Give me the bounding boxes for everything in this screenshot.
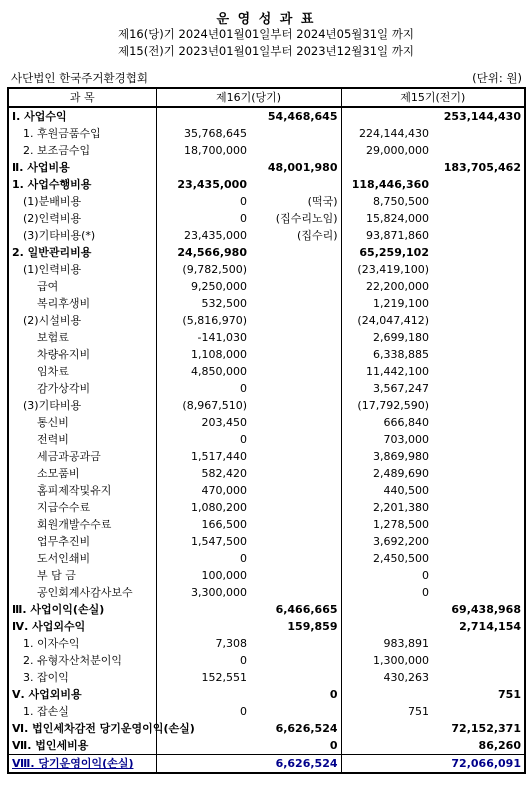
row-label: 회원개발수수료 — [8, 516, 156, 533]
prior-total-amount — [432, 193, 525, 210]
current-detail-amount: -141,030 — [197, 331, 247, 344]
prior-detail-amount: 1,300,000 — [373, 654, 429, 667]
current-total-amount: 54,468,645 — [250, 107, 341, 125]
row-label: (1)분배비용 — [8, 193, 156, 210]
prior-detail-amount: 224,144,430 — [359, 127, 429, 140]
prior-detail-amount: 0 — [422, 569, 429, 582]
prior-total-amount: 72,066,091 — [432, 755, 525, 774]
row-label: 도서인쇄비 — [8, 550, 156, 567]
table-row — [8, 227, 525, 244]
row-label: 소모품비 — [8, 465, 156, 482]
current-total-amount — [250, 567, 341, 584]
prior-total-amount — [432, 584, 525, 601]
period-current: 제16(당)기 2024년01월01일부터 2024년05월31일 까지 — [117, 27, 415, 41]
prior-detail-amount: 2,201,380 — [373, 501, 429, 514]
current-detail-amount: 1,547,500 — [191, 535, 247, 548]
statement-title: 운 영 성 과 표 — [216, 12, 316, 27]
prior-detail-amount — [341, 618, 432, 635]
current-detail-amount: (5,816,970) — [182, 314, 247, 327]
current-detail-amount: 3,300,000 — [191, 586, 247, 599]
current-detail-amount: 470,000 — [201, 484, 247, 497]
table-row — [8, 193, 525, 210]
table-row — [8, 244, 525, 261]
current-detail-amount: 532,500 — [201, 297, 247, 310]
current-detail-amount: 24,566,980 — [177, 246, 247, 259]
current-total-amount — [250, 142, 341, 159]
current-detail-amount: 23,435,000 — [177, 178, 247, 191]
current-detail-amount — [156, 618, 250, 635]
current-detail-amount: 1,108,000 — [191, 348, 247, 361]
prior-total-amount — [432, 363, 525, 380]
column-header-item: 과 목 — [8, 88, 156, 107]
current-total-amount — [250, 244, 341, 261]
current-detail-amount: 7,308 — [215, 637, 247, 650]
prior-detail-amount — [341, 720, 432, 737]
current-detail-amount: 166,500 — [201, 518, 247, 531]
current-detail-amount: 0 — [240, 705, 247, 718]
row-label: Ⅳ. 사업외수익 — [8, 618, 156, 635]
current-detail-amount — [156, 107, 250, 125]
current-total-amount — [250, 448, 341, 465]
prior-total-amount — [432, 346, 525, 363]
current-total-amount — [250, 652, 341, 669]
current-detail-amount: 1,080,200 — [191, 501, 247, 514]
table-row — [8, 312, 525, 329]
table-row — [8, 176, 525, 193]
current-total-amount: (집수리노임) — [250, 210, 341, 227]
table-row — [8, 755, 525, 774]
prior-detail-amount: 666,840 — [383, 416, 429, 429]
table-row — [8, 601, 525, 618]
prior-total-amount — [432, 261, 525, 278]
current-total-amount — [250, 363, 341, 380]
prior-detail-amount: 118,446,360 — [351, 178, 429, 191]
current-total-amount: 6,626,524 — [250, 755, 341, 774]
prior-detail-amount: 0 — [422, 586, 429, 599]
prior-detail-amount: 2,489,690 — [373, 467, 429, 480]
prior-total-amount — [432, 550, 525, 567]
row-label: 홈피제작및유지 — [8, 482, 156, 499]
prior-total-amount — [432, 244, 525, 261]
row-label: 차량유지비 — [8, 346, 156, 363]
table-row — [8, 346, 525, 363]
row-label: Ⅰ. 사업수익 — [8, 107, 156, 125]
current-total-amount — [250, 176, 341, 193]
prior-total-amount — [432, 465, 525, 482]
table-row — [8, 431, 525, 448]
row-label: 세금과공과금 — [8, 448, 156, 465]
current-total-amount — [250, 380, 341, 397]
table-row — [8, 635, 525, 652]
table-row — [8, 669, 525, 686]
row-label: Ⅲ. 사업이익(손실) — [8, 601, 156, 618]
current-total-amount — [250, 465, 341, 482]
prior-total-amount — [432, 142, 525, 159]
row-label: 1. 이자수익 — [8, 635, 156, 652]
current-total-amount — [250, 414, 341, 431]
current-total-amount — [250, 669, 341, 686]
prior-detail-amount: 11,442,100 — [366, 365, 429, 378]
table-row — [8, 261, 525, 278]
prior-total-amount — [432, 635, 525, 652]
table-row — [8, 703, 525, 720]
row-label: 업무추진비 — [8, 533, 156, 550]
table-row — [8, 686, 525, 703]
prior-detail-amount: 3,869,980 — [373, 450, 429, 463]
prior-total-amount — [432, 414, 525, 431]
current-detail-amount: 203,450 — [201, 416, 247, 429]
current-detail-amount — [156, 686, 250, 703]
prior-detail-amount: 22,200,000 — [366, 280, 429, 293]
row-label: Ⅵ. 법인세차감전 당기운영이익(손실) — [8, 720, 156, 737]
table-row — [8, 499, 525, 516]
table-body — [8, 107, 525, 773]
current-total-amount: 159,859 — [250, 618, 341, 635]
current-detail-amount: 0 — [240, 654, 247, 667]
row-label: Ⅶ. 법인세비용 — [8, 737, 156, 755]
prior-total-amount — [432, 652, 525, 669]
current-total-amount — [250, 346, 341, 363]
prior-detail-amount: 3,692,200 — [373, 535, 429, 548]
prior-detail-amount: 29,000,000 — [366, 144, 429, 157]
prior-total-amount — [432, 125, 525, 142]
row-label: 임차료 — [8, 363, 156, 380]
row-label: Ⅱ. 사업비용 — [8, 159, 156, 176]
current-total-amount — [250, 516, 341, 533]
current-detail-amount: 1,517,440 — [191, 450, 247, 463]
table-row — [8, 482, 525, 499]
prior-total-amount: 69,438,968 — [451, 603, 521, 616]
table-row — [8, 465, 525, 482]
table-header-row — [8, 88, 525, 107]
prior-detail-amount: 2,699,180 — [373, 331, 429, 344]
current-total-amount — [250, 312, 341, 329]
prior-total-amount: 183,705,462 — [443, 161, 521, 174]
current-total-amount — [250, 584, 341, 601]
prior-total-amount — [432, 397, 525, 414]
current-detail-amount: 4,850,000 — [191, 365, 247, 378]
row-label: 1. 사업수행비용 — [8, 176, 156, 193]
prior-detail-amount: (23,419,100) — [357, 263, 429, 276]
row-label: Ⅴ. 사업외비용 — [8, 686, 156, 703]
table-row — [8, 618, 525, 635]
prior-detail-amount: 8,750,500 — [373, 195, 429, 208]
row-label: 공인회계사감사보수 — [8, 584, 156, 601]
prior-detail-amount: 6,338,885 — [373, 348, 429, 361]
prior-detail-amount — [341, 686, 432, 703]
row-label: (1)인력비용 — [8, 261, 156, 278]
prior-total-amount — [432, 703, 525, 720]
row-label: 급여 — [8, 278, 156, 295]
prior-total-amount — [432, 669, 525, 686]
current-total-amount — [250, 482, 341, 499]
prior-detail-amount: (17,792,590) — [357, 399, 429, 412]
row-label: 감가상각비 — [8, 380, 156, 397]
prior-detail-amount: 440,500 — [383, 484, 429, 497]
row-label: 1. 잡손실 — [8, 703, 156, 720]
table-row — [8, 567, 525, 584]
row-label: (2)인력비용 — [8, 210, 156, 227]
table-row — [8, 516, 525, 533]
table-row — [8, 363, 525, 380]
prior-detail-amount — [341, 737, 432, 755]
table-row — [8, 448, 525, 465]
row-label: (3)기타비용(*) — [8, 227, 156, 244]
table-row — [8, 142, 525, 159]
prior-total-amount — [432, 567, 525, 584]
prior-total-amount — [432, 176, 525, 193]
current-detail-amount: (8,967,510) — [182, 399, 247, 412]
row-label: 2. 보조금수입 — [8, 142, 156, 159]
prior-total-amount — [432, 329, 525, 346]
current-detail-amount: 35,768,645 — [184, 127, 247, 140]
current-total-amount: (떡국) — [250, 193, 341, 210]
current-detail-amount — [156, 159, 250, 176]
prior-detail-amount: 430,263 — [383, 671, 429, 684]
prior-total-amount: 253,144,430 — [443, 110, 521, 123]
current-total-amount — [250, 499, 341, 516]
table-row — [8, 125, 525, 142]
table-row — [8, 107, 525, 125]
current-total-amount — [250, 635, 341, 652]
current-total-amount — [250, 550, 341, 567]
current-detail-amount — [156, 755, 250, 774]
row-label: 보험료 — [8, 329, 156, 346]
prior-total-amount — [432, 482, 525, 499]
prior-detail-amount: 1,219,100 — [373, 297, 429, 310]
current-total-amount — [250, 431, 341, 448]
prior-detail-amount: 983,891 — [383, 637, 429, 650]
current-total-amount — [250, 295, 341, 312]
current-detail-amount: 9,250,000 — [191, 280, 247, 293]
prior-detail-amount — [341, 755, 432, 774]
current-total-amount — [250, 261, 341, 278]
row-label: 3. 잡이익 — [8, 669, 156, 686]
column-header-prior: 제15기(전기) — [341, 88, 525, 107]
current-total-amount: 48,001,980 — [250, 159, 341, 176]
table-row — [8, 720, 525, 737]
current-detail-amount: 152,551 — [201, 671, 247, 684]
prior-total-amount — [432, 278, 525, 295]
operating-results-table — [7, 87, 526, 774]
current-total-amount — [250, 329, 341, 346]
table-row — [8, 278, 525, 295]
prior-detail-amount — [341, 159, 432, 176]
current-total-amount — [250, 703, 341, 720]
prior-total-amount: 751 — [498, 688, 521, 701]
prior-detail-amount: (24,047,412) — [357, 314, 429, 327]
table-row — [8, 397, 525, 414]
prior-total-amount — [432, 227, 525, 244]
prior-total-amount — [432, 295, 525, 312]
prior-detail-amount — [341, 601, 432, 618]
current-total-amount — [250, 125, 341, 142]
current-total-amount: 6,626,524 — [250, 720, 341, 737]
table-row — [8, 550, 525, 567]
table-row — [8, 737, 525, 755]
current-total-amount — [250, 533, 341, 550]
row-label: (3)기타비용 — [8, 397, 156, 414]
current-detail-amount: 0 — [240, 552, 247, 565]
prior-detail-amount: 15,824,000 — [366, 212, 429, 225]
row-label: 1. 후원금품수입 — [8, 125, 156, 142]
current-total-amount: 6,466,665 — [250, 601, 341, 618]
current-detail-amount: 100,000 — [201, 569, 247, 582]
current-detail-amount: 582,420 — [201, 467, 247, 480]
row-label: 지급수수료 — [8, 499, 156, 516]
prior-detail-amount: 2,450,500 — [373, 552, 429, 565]
current-detail-amount: 18,700,000 — [184, 144, 247, 157]
prior-detail-amount: 3,567,247 — [373, 382, 429, 395]
table-row — [8, 533, 525, 550]
prior-detail-amount: 93,871,860 — [366, 229, 429, 242]
prior-total-amount: 86,260 — [478, 739, 521, 752]
table-row — [8, 210, 525, 227]
table-row — [8, 295, 525, 312]
row-label: 통신비 — [8, 414, 156, 431]
current-detail-amount: 23,435,000 — [184, 229, 247, 242]
prior-total-amount — [432, 499, 525, 516]
current-total-amount — [250, 397, 341, 414]
current-detail-amount: 0 — [240, 212, 247, 225]
period-prior: 제15(전)기 2023년01월01일부터 2023년12월31일 까지 — [117, 44, 415, 58]
prior-total-amount — [432, 516, 525, 533]
prior-total-amount: 2,714,154 — [459, 620, 521, 633]
table-row — [8, 414, 525, 431]
row-label: 전력비 — [8, 431, 156, 448]
current-total-amount: 0 — [250, 686, 341, 703]
row-label: Ⅷ. 당기운영이익(손실) — [8, 755, 156, 774]
prior-total-amount: 72,152,371 — [451, 722, 521, 735]
prior-total-amount — [432, 533, 525, 550]
unit-label: (단위: 원) — [472, 71, 522, 85]
row-label: (2)시설비용 — [8, 312, 156, 329]
current-detail-amount — [156, 737, 250, 755]
prior-total-amount — [432, 312, 525, 329]
prior-detail-amount: 1,278,500 — [373, 518, 429, 531]
column-header-current: 제16기(당기) — [156, 88, 341, 107]
prior-detail-amount — [341, 107, 432, 125]
table-row — [8, 159, 525, 176]
current-total-amount: (집수리) — [250, 227, 341, 244]
row-label: 부 담 금 — [8, 567, 156, 584]
current-detail-amount: (9,782,500) — [182, 263, 247, 276]
row-label: 복리후생비 — [8, 295, 156, 312]
prior-total-amount — [432, 431, 525, 448]
prior-detail-amount: 703,000 — [383, 433, 429, 446]
prior-total-amount — [432, 448, 525, 465]
table-row — [8, 584, 525, 601]
row-label: 2. 유형자산처분이익 — [8, 652, 156, 669]
current-detail-amount: 0 — [240, 382, 247, 395]
table-row — [8, 380, 525, 397]
organization-name: 사단법인 한국주거환경협회 — [11, 71, 148, 85]
prior-total-amount — [432, 380, 525, 397]
prior-total-amount — [432, 210, 525, 227]
table-row — [8, 329, 525, 346]
prior-detail-amount: 751 — [408, 705, 429, 718]
table-row — [8, 652, 525, 669]
current-total-amount: 0 — [250, 737, 341, 755]
row-label: 2. 일반관리비용 — [8, 244, 156, 261]
current-detail-amount — [156, 601, 250, 618]
current-total-amount — [250, 278, 341, 295]
prior-detail-amount: 65,259,102 — [359, 246, 429, 259]
current-detail-amount: 0 — [240, 433, 247, 446]
current-detail-amount: 0 — [240, 195, 247, 208]
